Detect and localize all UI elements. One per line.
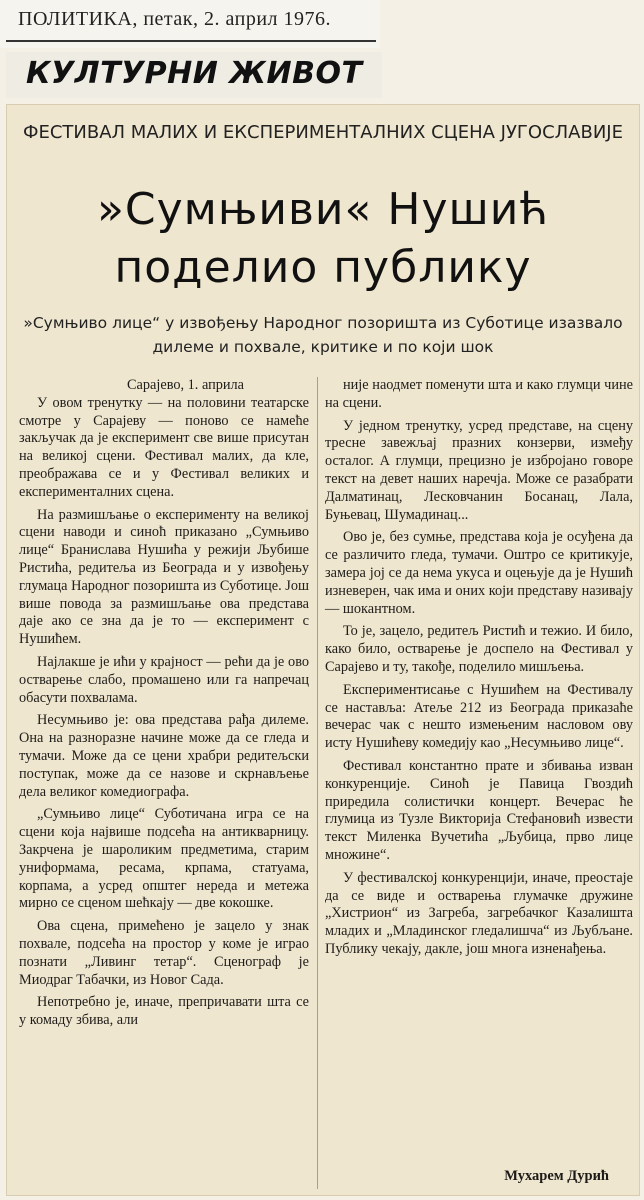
body-paragraph: Фестивал константно прате и збивања изван конкуренције. Синоћ је Павица Гвоздић приредила солистички концерт. Вечерас ће глумица из Тузле Викторија Стефановић извести текст Миленка Вучетића „Љубица, прво лице множине“. (325, 757, 633, 863)
body-paragraph: Несумњиво је: ова представа рађа дилеме. Она на разноразне начине може да се гледа и тумачи. Може да се цени храбри редитељски поступак, може да се назове и скрнављење дела великог комедиографа. (19, 712, 309, 800)
body-paragraph: То је, зацело, редитељ Ристић и тежио. И било, како било, остварење је доспело на Фестивал у Сарајево и ту, такође, поделило мишљења. (325, 623, 633, 675)
paper-date-line: ПОЛИТИКА, петак, 2. април 1976. (18, 8, 331, 30)
body-paragraph: „Сумњиво лице“ Суботичана игра се на сцени која највише подсећа на антикварницу. Закрчена је шароликим предметима, старим униформама, ресама, крпама, статуама, корпама, а усред општег нереда и метежа мирно се сценом шећкају — две кокошке. (19, 806, 309, 912)
body-paragraph: Ово је, без сумње, представа која је осуђена да се различито гледа, тумачи. Оштро се критикује, замера јој се да нема укуса и оцењује да је Нушић изневерен, чак има и оних који представу називају — шокантном. (325, 529, 633, 617)
body-paragraph: У овом тренутку — на половини театарске смотре у Сарајеву — поново се намеће закључак да је експеримент све више присутан на великој сцени. Фестивал малих, да кле, преображава се и у Фестивал великих и експерименталних сцена. (19, 394, 309, 500)
section-header (6, 52, 382, 98)
body-paragraph: На размишљање о експерименту на великој сцени наводи и синоћ приказано „Сумњиво лице“ Бранислава Нушића у режији Љубише Ристића, редитеља из Београда и у извођењу глумаца Народног позоришта из Суботице. Још више повода за размишљање ова представа даје ако се зна да је то — експеримент с Нушићем. (19, 506, 309, 648)
article-dateline: Сарајево, 1. априла (127, 377, 245, 393)
body-paragraph: Непотребно је, иначе, препричавати шта се у комаду збива, али (19, 994, 309, 1029)
article-column-left (19, 377, 309, 1035)
body-paragraph: Најлакше је ићи у крајност — рећи да је ово остварење слабо, промашено или га напречац обасути похвалама. (19, 653, 309, 706)
article-kicker: ФЕСТИВАЛ МАЛИХ И ЕКСПЕРИМЕНТАЛНИХ СЦЕНА ЈУГОСЛАВИЈЕ (22, 122, 623, 143)
body-paragraph: У фестивалској конкуренцији, иначе, преостаје да се виде и остварења глумачке дружине „Хистрион“ из Загреба, загребачког Казалишта младих и „Младинског гледалишча“ из Љубљане. Публику чекају, дакле, још многа изненађења. (325, 869, 633, 957)
masthead-rule (6, 40, 376, 42)
article-deck: »Сумњиво лице“ у извођењу Народног позоришта из Суботице изазвало дилеме и похвале, критике и по који шок (23, 314, 623, 356)
article-column-right (325, 377, 633, 964)
section-title: КУЛТУРНИ ЖИВОТ (26, 56, 363, 91)
author-signature: Мухарем Дурић (504, 1168, 609, 1184)
body-paragraph: није наодмет поменути шта и како глумци чине на сцени. (325, 377, 633, 411)
newspaper-masthead (0, 0, 380, 48)
body-paragraph: Ова сцена, примећено је зацело у знак похвале, подсећа на простор у коме је играо познати „Ливинг тетар“. Сценограф је Миодраг Табачки, из Новог Сада. (19, 918, 309, 988)
column-divider (317, 377, 318, 1189)
body-paragraph: Експериментисање с Нушићем на Фестивалу се наставља: Атеље 212 из Београда приказаће вечерас чак с нешто измењеним насловом ову исту Нушићеву комедију као „Несумњиво лице“. (325, 681, 633, 752)
article-clipping (6, 104, 640, 1196)
article-headline: »Сумњиви« Нушић поделио публику (96, 184, 550, 293)
body-paragraph: У једном тренутку, усред представе, на сцену тресне завежљај празних конзерви, између осталог. А глумци, прецизно је избројано говоре текст на девет наших наречја. Може се разабрати Далматинац, Лесковчанин Босанац, Лала, Буњевац, Шумадинац... (325, 417, 633, 523)
